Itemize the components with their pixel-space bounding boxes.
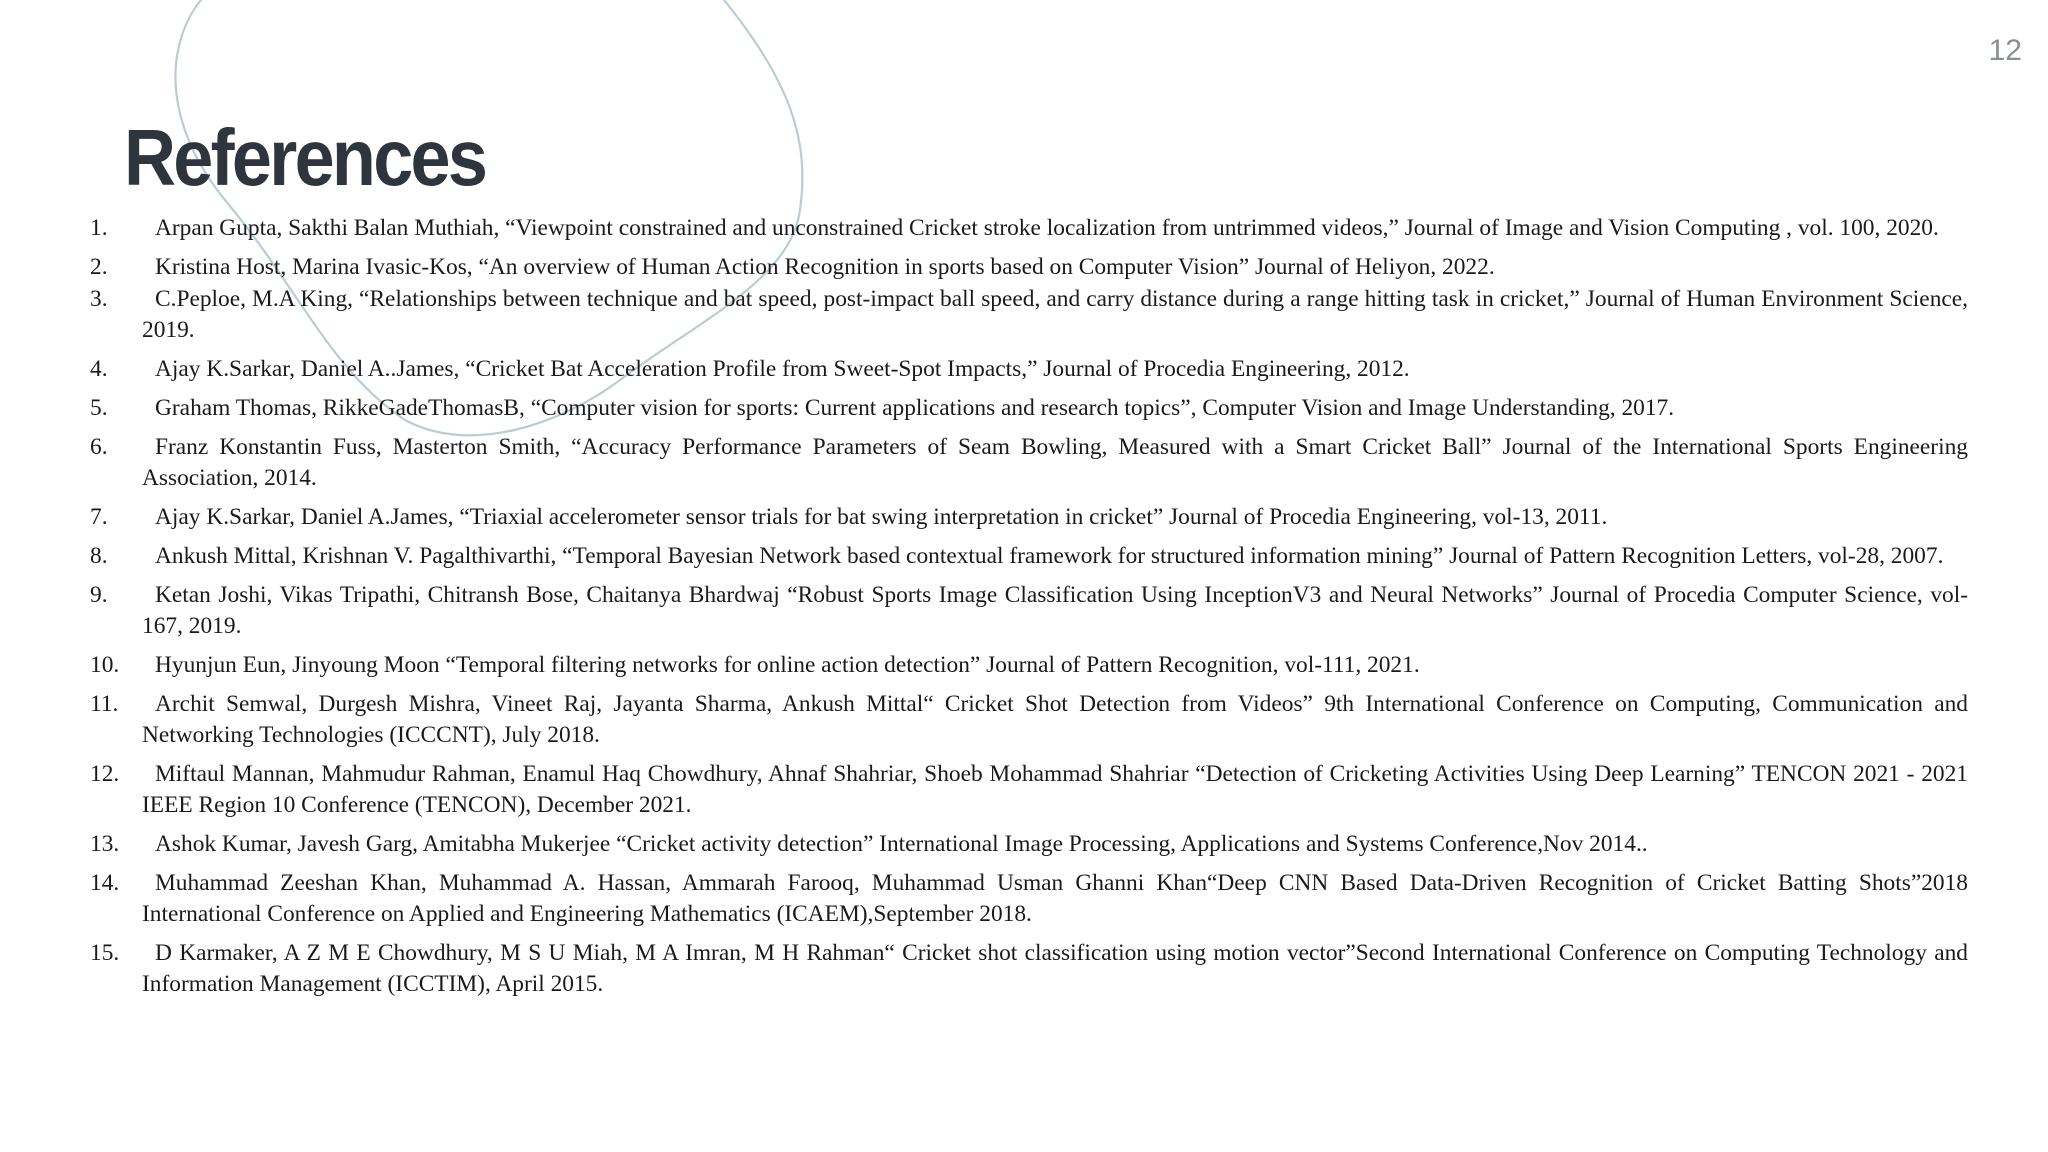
reference-text: Ketan Joshi, Vikas Tripathi, Chitransh Bose, Chaitanya Bhardwaj “Robust Sports Image Classification Using InceptionV3 and Neural Networks” Journal of Procedia Computer Science, vol-167, 2019.: [142, 582, 1968, 639]
reference-item: [86, 759, 1968, 821]
reference-item: [86, 580, 1968, 642]
reference-item: [86, 354, 1968, 385]
reference-number: 6.: [90, 434, 108, 460]
reference-number: 14.: [90, 870, 120, 896]
reference-item: [86, 213, 1968, 244]
reference-text: Franz Konstantin Fuss, Masterton Smith, “Accuracy Performance Parameters of Seam Bowling, Measured with a Smart Cricket Ball” Journal of the International Sports Engineering Association, 2014.: [142, 434, 1968, 491]
reference-number: 3.: [90, 286, 108, 312]
reference-text: Ajay K.Sarkar, Daniel A.James, “Triaxial accelerometer sensor trials for bat swing interpretation in cricket” Journal of Procedia Engineering, vol-13, 2011.: [155, 504, 1608, 530]
reference-item: [86, 689, 1968, 751]
reference-number: 7.: [90, 504, 108, 530]
reference-text: C.Peploe, M.A King, “Relationships between technique and bat speed, post-impact ball speed, and carry distance during a range hitting task in cricket,” Journal of Human Environment Science, 2019.: [142, 286, 1968, 343]
reference-number: 1.: [90, 215, 108, 241]
reference-item: [86, 829, 1968, 860]
reference-item: [86, 432, 1968, 494]
reference-number: 11.: [90, 691, 119, 717]
page-number: 12: [1988, 34, 2022, 67]
reference-number: 10.: [90, 652, 120, 678]
reference-number: 5.: [90, 395, 108, 421]
reference-number: 15.: [90, 940, 120, 966]
reference-number: 9.: [90, 582, 108, 608]
reference-text: Hyunjun Eun, Jinyoung Moon “Temporal filtering networks for online action detection” Journal of Pattern Recognition, vol-111, 2021.: [155, 652, 1420, 678]
reference-text: Miftaul Mannan, Mahmudur Rahman, Enamul Haq Chowdhury, Ahnaf Shahriar, Shoeb Mohammad Shahriar “Detection of Cricketing Activities Using Deep Learning” TENCON 2021 - 2021 IEEE Region 10 Conference (TENCON), December 2021.: [142, 761, 1968, 818]
reference-number: 12.: [90, 761, 120, 787]
reference-item: [86, 541, 1968, 572]
reference-number: 4.: [90, 356, 108, 382]
reference-item: [86, 393, 1968, 424]
reference-text: Arpan Gupta, Sakthi Balan Muthiah, “Viewpoint constrained and unconstrained Cricket stroke localization from untrimmed videos,” Journal of Image and Vision Computing , vol. 100, 2020.: [155, 215, 1939, 241]
reference-text: Ashok Kumar, Javesh Garg, Amitabha Mukerjee “Cricket activity detection” International Image Processing, Applications and Systems Conference,Nov 2014..: [155, 831, 1648, 857]
reference-text: Ajay K.Sarkar, Daniel A..James, “Cricket Bat Acceleration Profile from Sweet-Spot Impacts,” Journal of Procedia Engineering, 2012.: [155, 356, 1410, 382]
reference-text: Archit Semwal, Durgesh Mishra, Vineet Raj, Jayanta Sharma, Ankush Mittal“ Cricket Shot Detection from Videos” 9th International Conference on Computing, Communication and Networking Technologies (ICCCNT), July 2018.: [142, 691, 1968, 748]
reference-list: [86, 213, 1968, 1008]
reference-text: Muhammad Zeeshan Khan, Muhammad A. Hassan, Ammarah Farooq, Muhammad Usman Ghanni Khan“Deep CNN Based Data-Driven Recognition of Cricket Batting Shots”2018 International Conference on Applied and Engineering Mathematics (ICAEM),September 2018.: [142, 870, 1968, 927]
reference-item: [86, 868, 1968, 930]
reference-item: [86, 252, 1968, 283]
reference-item: [86, 938, 1968, 1000]
reference-text: D Karmaker, A Z M E Chowdhury, M S U Miah, M A Imran, M H Rahman“ Cricket shot classification using motion vector”Second International Conference on Computing Technology and Information Management (ICCTIM), April 2015.: [142, 940, 1968, 997]
reference-number: 2.: [90, 254, 108, 280]
page-title: References: [124, 113, 486, 202]
reference-item: [86, 650, 1968, 681]
reference-text: Ankush Mittal, Krishnan V. Pagalthivarthi, “Temporal Bayesian Network based contextual framework for structured information mining” Journal of Pattern Recognition Letters, vol-28, 2007.: [155, 543, 1944, 569]
reference-text: Graham Thomas, RikkeGadeThomasB, “Computer vision for sports: Current applications and research topics”, Computer Vision and Image Understanding, 2017.: [155, 395, 1675, 421]
reference-number: 13.: [90, 831, 120, 857]
reference-item: [86, 502, 1968, 533]
reference-number: 8.: [90, 543, 108, 569]
reference-item: [86, 284, 1968, 346]
reference-text: Kristina Host, Marina Ivasic-Kos, “An overview of Human Action Recognition in sports based on Computer Vision” Journal of Heliyon, 2022.: [155, 254, 1495, 280]
